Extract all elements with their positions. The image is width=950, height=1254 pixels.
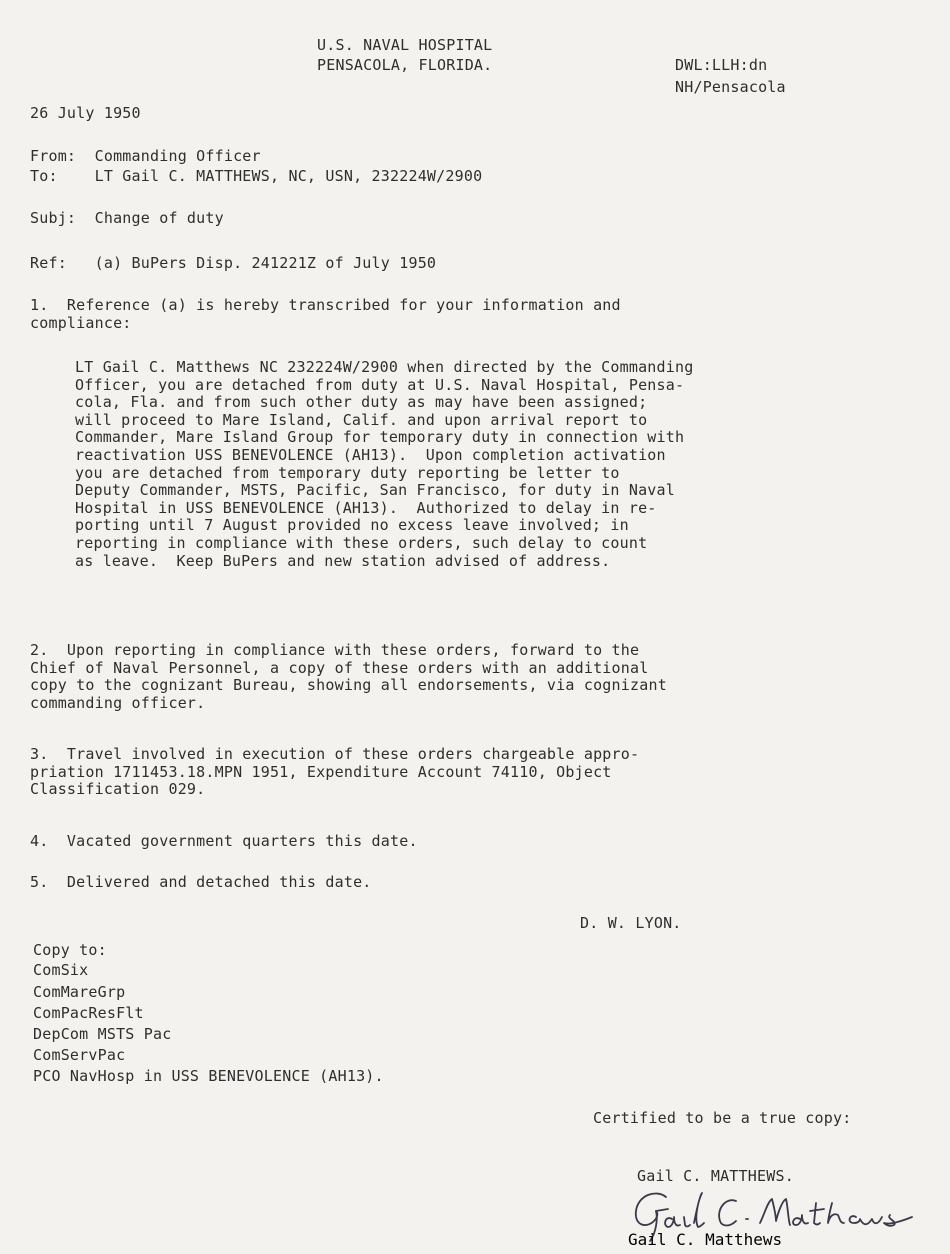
copy-to-item: PCO NavHosp in USS BENEVOLENCE (AH13). bbox=[33, 1067, 384, 1085]
signature-text: Gail C. Matthews bbox=[628, 1230, 783, 1247]
paragraph-5: 5. Delivered and detached this date. bbox=[30, 873, 372, 891]
copy-to-item: ComMareGrp bbox=[33, 983, 126, 1001]
reference-office: NH/Pensacola bbox=[675, 78, 786, 96]
paragraph-2: 2. Upon reporting in compliance with these orders, forward to the Chief of Naval Personnel, a copy of these orders with an additional copy to the cognizant Bureau, showing all endorsements, via cognizant commanding officer. bbox=[30, 641, 667, 712]
subject-line: Subj: Change of duty bbox=[30, 209, 224, 227]
certifier-name: Gail C. MATTHEWS. bbox=[637, 1167, 794, 1185]
handwritten-signature bbox=[628, 1185, 928, 1247]
signer-name: D. W. LYON. bbox=[580, 914, 682, 932]
from-line: From: Commanding Officer bbox=[30, 147, 261, 165]
reference-code: DWL:LLH:dn bbox=[675, 56, 768, 74]
copy-to-item: ComServPac bbox=[33, 1046, 126, 1064]
copy-to-item: ComPacResFlt bbox=[33, 1004, 144, 1022]
paragraph-4: 4. Vacated government quarters this date. bbox=[30, 832, 418, 850]
org-location: PENSACOLA, FLORIDA. bbox=[317, 56, 493, 74]
copy-to-item: ComSix bbox=[33, 961, 89, 979]
org-name: U.S. NAVAL HOSPITAL bbox=[317, 36, 493, 54]
transcribed-orders: LT Gail C. Matthews NC 232224W/2900 when directed by the Commanding Officer, you are detached from duty at U.S. Naval Hospital, Pensa- cola, Fla. and from such other duty as may have been assigned; will proceed to Mare Island, Calif. and upon arrival report to Commander, Mare Island Group for temporary duty in connection with reactivation USS BENEVOLENCE (AH13). Upon completion activation you are detached from temporary duty reporting be letter to Deputy Commander, MSTS, Pacific, San Francisco, for duty in Naval Hospital in USS BENEVOLENCE (AH13). Authorized to delay in re- porting until 7 August provided no excess leave involved; in reporting in compliance with these orders, such delay to count as leave. Keep BuPers and new station advised of address. bbox=[75, 358, 694, 570]
copy-to-item: DepCom MSTS Pac bbox=[33, 1025, 172, 1043]
letter-date: 26 July 1950 bbox=[30, 104, 141, 122]
copy-to-label: Copy to: bbox=[33, 941, 107, 959]
to-line: To: LT Gail C. MATTHEWS, NC, USN, 232224W/2900 bbox=[30, 167, 483, 185]
paragraph-3: 3. Travel involved in execution of these orders chargeable appro- priation 1711453.18.MPN 1951, Expenditure Account 74110, Object Classification 029. bbox=[30, 745, 640, 799]
certification-statement: Certified to be a true copy: bbox=[593, 1109, 852, 1127]
paragraph-1: 1. Reference (a) is hereby transcribed for your information and compliance: bbox=[30, 296, 621, 332]
reference-line: Ref: (a) BuPers Disp. 241221Z of July 1950 bbox=[30, 254, 437, 272]
